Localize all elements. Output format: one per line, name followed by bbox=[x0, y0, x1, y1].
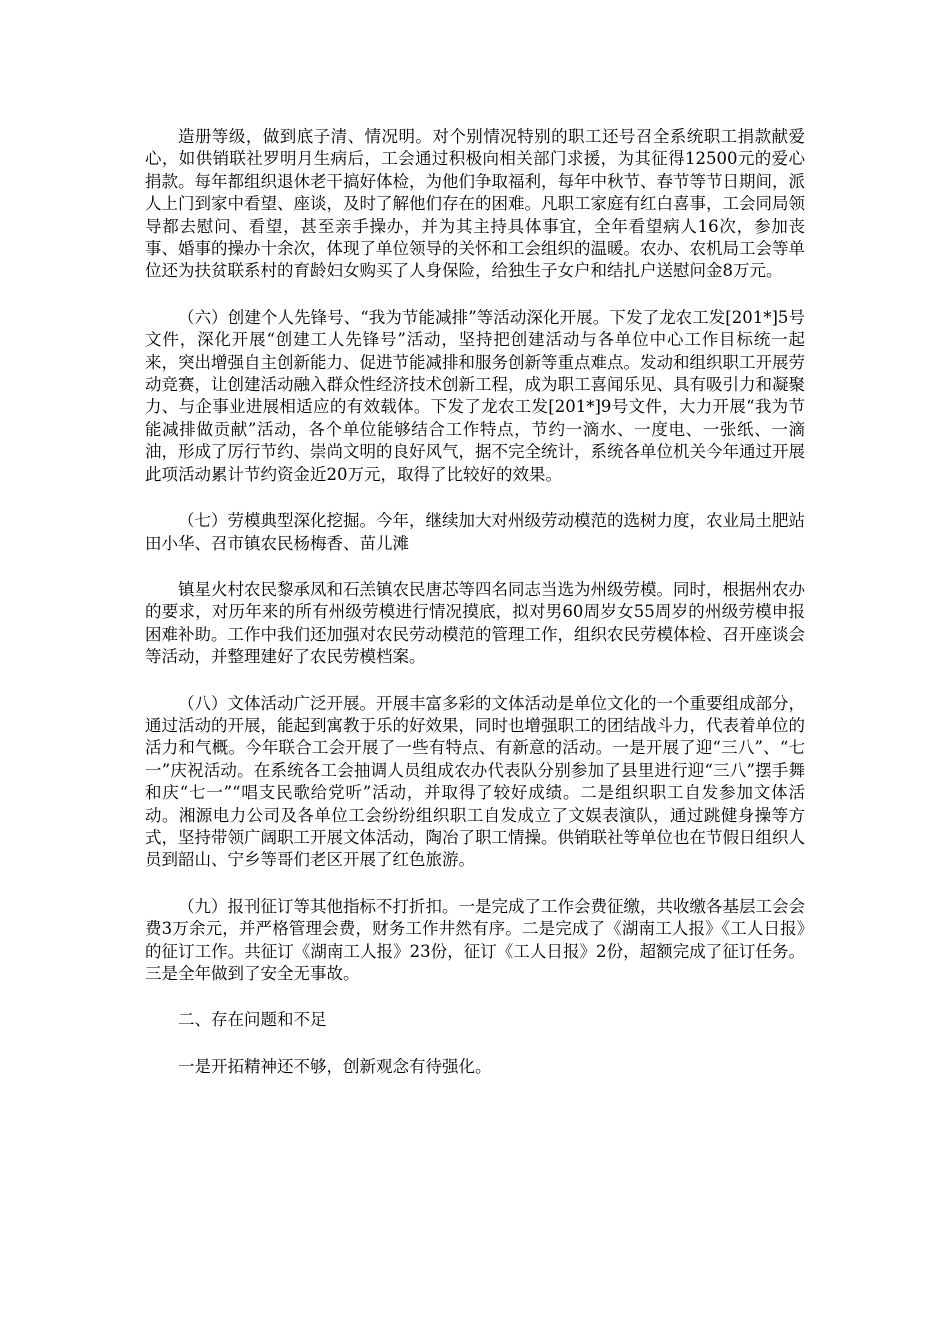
paragraph-model-workers-part2: 镇星火村农民黎承凤和石羔镇农民唐芯等四名同志当选为州级劳模。同时，根据州农办的要求，对历年来的所有州级劳模进行情况摸底，拟对男60周岁女55周岁的州级劳模申报困难补助。工作中我们还加强对农民劳动模范的管理工作，组织农民劳模体检、召开座谈会等活动，并整理建好了农民劳模档案。 bbox=[145, 579, 805, 667]
document-page bbox=[145, 126, 805, 1078]
paragraph-model-workers-part1: （七）劳模典型深化挖掘。今年，继续加大对州级劳动模范的选树力度，农业局土肥站田小华、召市镇农民杨梅香、苗儿滩 bbox=[145, 511, 805, 553]
section-heading-problems: 二、存在问题和不足 bbox=[178, 1010, 327, 1030]
paragraph-subscriptions: （九）报刊征订等其他指标不打折扣。一是完成了工作会费征缴，共收缴各基层工会会费3万余元，并严格管理会费，财务工作井然有序。二是完成了《湖南工人报》《工人日报》的征订工作。共征订《湖南工人报》23份，征订《工人日报》2份，超额完成了征订任务。三是全年做到了安全无事故。 bbox=[145, 896, 805, 983]
paragraph-cultural-activities: （八）文体活动广泛开展。开展丰富多彩的文体活动是单位文化的一个重要组成部分，通过活动的开展，能起到寓教于乐的好效果，同时也增强职工的团结战斗力，代表着单位的活力和气概。今年联合工会开展了一些有特点、有新意的活动。一是开展了迎“三八”、“七一”庆祝活动。在系统各工会抽调人员组成农办代表队分别参加了县里进行迎“三八”摆手舞和庆“七一”“唱支民歌给党听”活动，并取得了较好成绩。二是组织职工自发参加文体活动。湘源电力公司及各单位工会纷纷组织职工自发成立了文娱表演队，通过跳健身操等方式，坚持带领广阔职工开展文体活动，陶冶了职工情操。供销联社等单位也在节假日组织人员到韶山、宁乡等哥们老区开展了红色旅游。 bbox=[145, 693, 805, 870]
paragraph-pioneer-energy-saving: （六）创建个人先锋号、“我为节能减排”等活动深化开展。下发了龙农工发[201*]5号文件，深化开展“创建工人先锋号”活动，坚持把创建活动与各单位中心工作目标统一起来，突出增强自主创新能力、促进节能减排和服务创新等重点难点。发动和组织职工开展劳动竞赛，让创建活动融入群众性经济技术创新工程，成为职工喜闻乐见、具有吸引力和凝聚力、与企事业进展相适应的有效载体。下发了龙农工发[201*]9号文件，大力开展“我为节能减排做贡献”活动，各个单位能够结合工作特点，节约一滴水、一度电、一张纸、一滴油，形成了厉行节约、崇尚文明的良好风气，据不完全统计，系统各单位机关今年通过开展此项活动累计节约资金近20万元，取得了比较好的效果。 bbox=[145, 307, 805, 484]
paragraph-welfare: 造册等级，做到底子清、情况明。对个别情况特别的职工还号召全系统职工捐款献爱心，如供销联社罗明月生病后，工会通过积极向相关部门求援，为其征得12500元的爱心捐款。每年都组织退休老干搞好体检，为他们争取福利，每年中秋节、春节等节日期间，派人上门到家中看望、座谈，及时了解他们存在的困难。凡职工家庭有红白喜事，工会同局领导都去慰问、看望，甚至亲手操办，并为其主持具体事宜，全年看望病人16次，参加丧事、婚事的操办十余次，体现了单位领导的关怀和工会组织的温暖。农办、农机局工会等单位还为扶贫联系村的育龄妇女购买了人身保险，给独生子女户和结扎户送慰问金8万元。 bbox=[145, 127, 805, 281]
paragraph-problem-one: 一是开拓精神还不够，创新观念有待强化。 bbox=[178, 1056, 492, 1076]
